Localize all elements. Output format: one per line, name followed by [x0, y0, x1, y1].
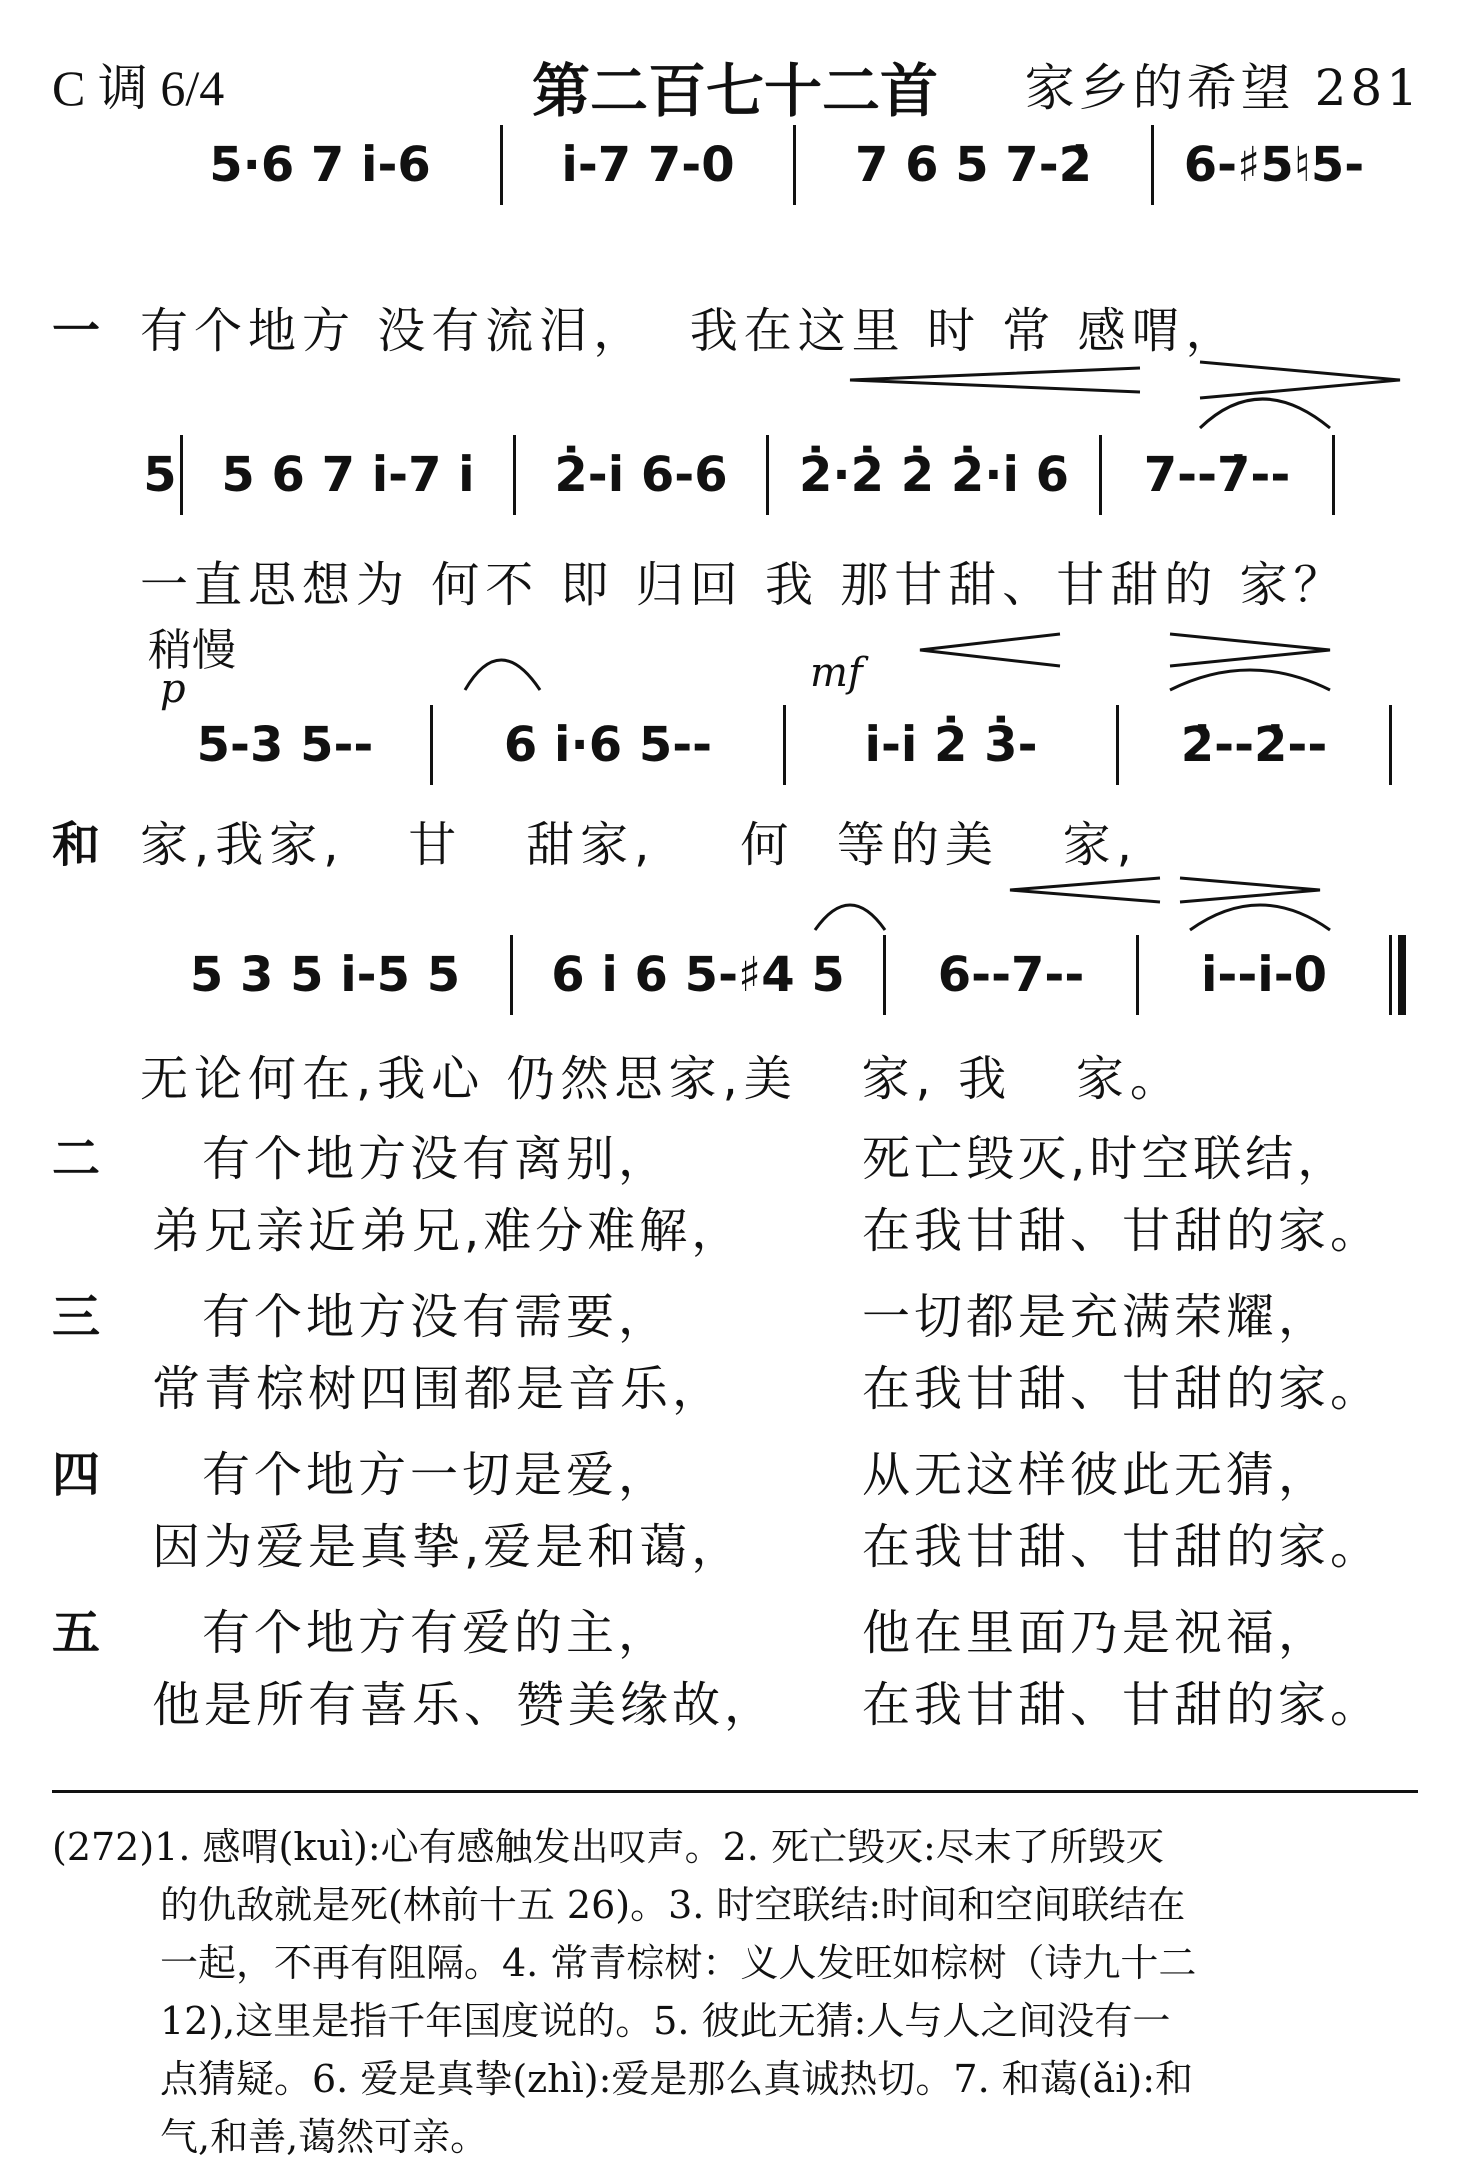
- stanza-line: 他在里面乃是祝福，: [862, 1605, 1331, 1661]
- crescendo-hairpin: [1010, 878, 1160, 902]
- stanza-line: 他是所有喜乐、赞美缘故，: [152, 1677, 777, 1733]
- footnote-line: 的仇敌就是死(林前十五 26)。3. 时空联结:时间和空间联结在: [160, 1883, 1186, 1927]
- measure: 2̇--2̇--: [1180, 717, 1328, 773]
- measure: 2̇-i̇ 6-6: [554, 447, 728, 503]
- footnote-line: 气,和善,蔼然可亲。: [160, 2115, 489, 2159]
- stanza-line: 有个地方没有离别，: [202, 1131, 671, 1187]
- footnote-line: (272)1. 感喟(kuì):心有感触发出叹声。2. 死亡毁灭:尽末了所毁灭: [52, 1825, 1164, 1869]
- stanza-line: 在我甘甜、甘甜的家。: [862, 1519, 1383, 1575]
- slur: [465, 660, 540, 690]
- decrescendo-hairpin: [1200, 362, 1400, 398]
- tempo-marking: 稍慢: [148, 625, 236, 676]
- stanza-line: 在我甘甜、甘甜的家。: [862, 1203, 1383, 1259]
- barline: [1389, 705, 1392, 785]
- footnote-line: 12),这里是指千年国度说的。5. 彼此无猜:人与人之间没有一: [160, 1999, 1171, 2043]
- measure: 7 6 5 7-2̇: [854, 137, 1093, 193]
- notation-line-4: [140, 930, 1430, 1020]
- measure: 6 i̇ 6 5-♯4 5: [551, 947, 845, 1003]
- chorus-label: 和: [52, 817, 101, 873]
- dynamic-mf: mf: [810, 650, 863, 696]
- lyric-line: 家,我家, 甘 甜家, 何 等的美 家,: [140, 817, 1138, 873]
- footnote-line: 点猜疑。6. 爱是真挚(zhì):爱是那么真诚热切。7. 和蔼(ǎi):和: [160, 2057, 1194, 2101]
- stanza-number: 四: [52, 1447, 101, 1503]
- crescendo-hairpin: [850, 368, 1140, 392]
- slur: [1170, 670, 1330, 690]
- slur: [1190, 905, 1330, 930]
- stanza-line: 从无这样彼此无猜，: [862, 1447, 1331, 1503]
- stanza-line: 因为爱是真挚,爱是和蔼，: [152, 1519, 744, 1575]
- dynamic-p: p: [160, 666, 186, 712]
- measure: i̇--i̇-0: [1200, 947, 1328, 1003]
- verse-number: 一: [52, 303, 101, 359]
- measure: 5·6 7 i̇-6: [209, 137, 431, 193]
- stanza-4: [52, 1436, 1432, 1580]
- footnote-line: 一起，不再有阻隔。4. 常青棕树：义人发旺如棕树（诗九十二: [160, 1941, 1197, 1985]
- decrescendo-hairpin: [1180, 878, 1320, 902]
- slur: [815, 905, 885, 930]
- stanza-line: 有个地方有爱的主，: [202, 1605, 671, 1661]
- hymn-subtitle: 家乡的希望 281: [1024, 59, 1422, 117]
- final-barline: [1389, 935, 1406, 1015]
- barline: [1332, 435, 1335, 515]
- key-signature: C 调 6/4: [52, 60, 225, 116]
- measure: 6--7--: [937, 947, 1085, 1003]
- measure: 6-♯5♮5-: [1183, 137, 1365, 193]
- stanza-line: 有个地方没有需要，: [202, 1289, 671, 1345]
- stanza-number: 五: [52, 1605, 101, 1661]
- stanza-line: 在我甘甜、甘甜的家。: [862, 1677, 1383, 1733]
- stanza-line: 有个地方一切是爱，: [202, 1447, 671, 1503]
- crescendo-hairpin: [920, 634, 1060, 666]
- notation-line-1: [140, 120, 1430, 210]
- measure: 2̇·2̇ 2̇ 2̇·i̇ 6: [798, 447, 1070, 503]
- stanza-line: 死亡毁灭,时空联结，: [862, 1131, 1350, 1187]
- stanza-line: 一切都是充满荣耀，: [862, 1289, 1331, 1345]
- stanza-line: 弟兄亲近弟兄,难分难解，: [152, 1203, 744, 1259]
- stanza-number: 二: [52, 1131, 101, 1187]
- stanza-5: [52, 1594, 1432, 1738]
- lyric-line: 一直思想为 何不 即 归回 我 那甘甜、甘甜的 家？: [140, 557, 1348, 613]
- notation-line-3: [140, 700, 1430, 790]
- decrescendo-hairpin: [1170, 634, 1330, 666]
- stanza-number: 三: [52, 1289, 101, 1345]
- lyric-line: 无论何在,我心 仍然思家,美 家, 我 家。: [140, 1051, 1184, 1107]
- measure: i̇-7 7-0: [561, 137, 735, 193]
- measure: 7--7̇--: [1143, 447, 1291, 503]
- slur: [1200, 399, 1330, 428]
- lyric-line: 有个地方 没有流泪， 我在这里 时 常 感喟，: [140, 303, 1240, 359]
- stanza-line: 常青棕树四围都是音乐，: [152, 1361, 725, 1417]
- stanza-line: 在我甘甜、甘甜的家。: [862, 1361, 1383, 1417]
- measure: 6 i̇·6 5--: [503, 717, 713, 773]
- measure: 5-3 5--: [196, 717, 374, 773]
- measure: 5: [143, 447, 177, 503]
- notation-line-2: [140, 430, 1430, 520]
- measure: 5 6 7 i̇-7 i̇: [221, 447, 475, 503]
- stanza-3: [52, 1278, 1432, 1422]
- measure: 5 3 5 i̇-5 5: [189, 947, 461, 1003]
- stanza-2: [52, 1120, 1432, 1264]
- measure: i̇-i̇ 2̇ 3̇-: [864, 717, 1038, 773]
- hymn-title: 第二百七十二首: [531, 57, 938, 125]
- footnote-divider: [52, 1790, 1418, 1793]
- footnote: [52, 1818, 1422, 2166]
